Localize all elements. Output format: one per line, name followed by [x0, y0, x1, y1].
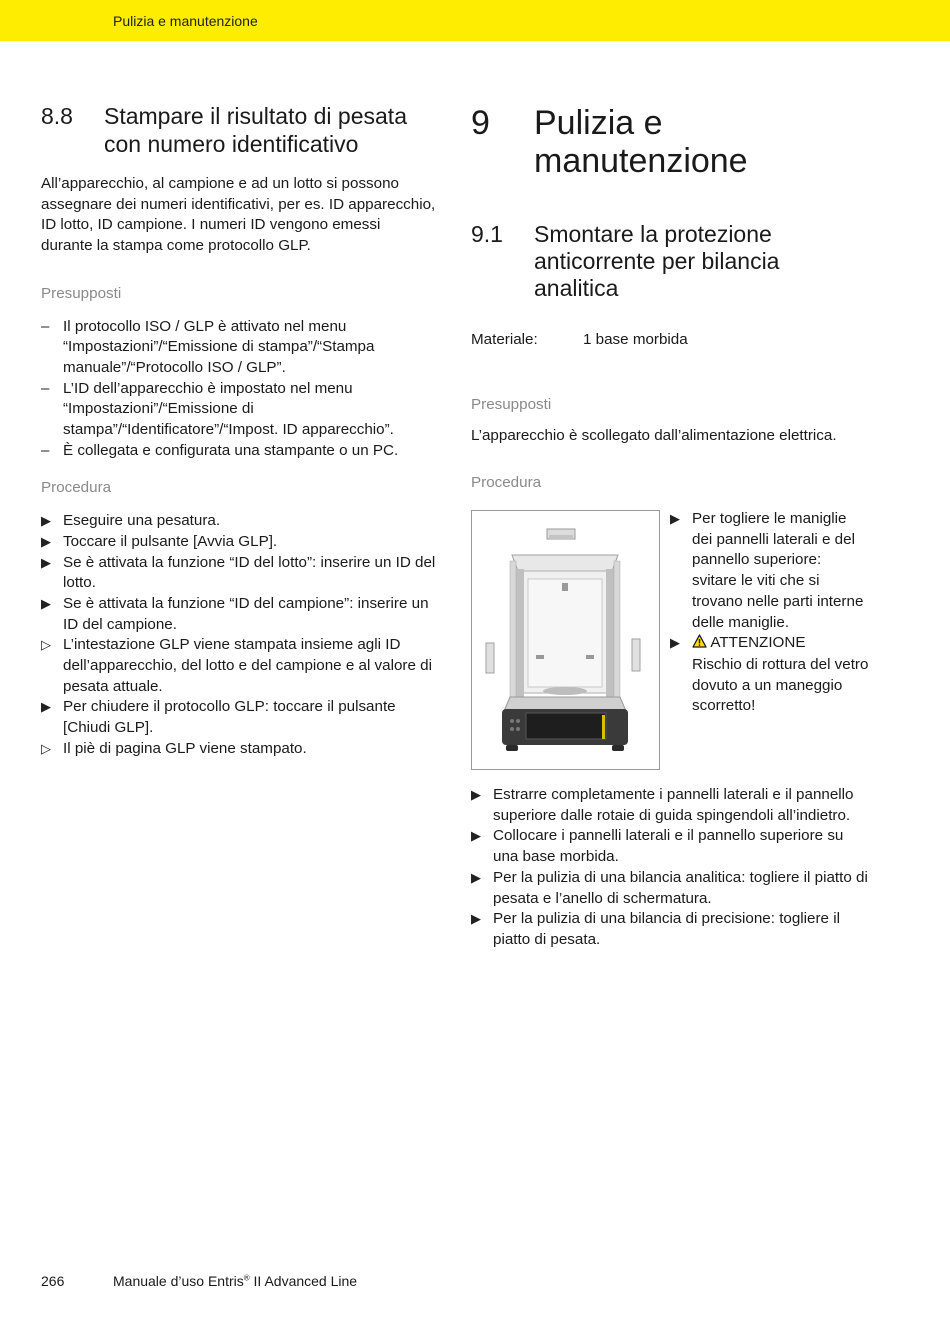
triangle-right-filled-icon: ▶	[41, 513, 51, 529]
chapter-number: 9	[471, 104, 490, 142]
warning-item	[670, 633, 870, 717]
section-number: 9.1	[471, 221, 503, 247]
step-item: ▶ Per la pulizia di una bilancia analitica: togliere il piatto di pesata e l’anello di schermatura.	[471, 868, 868, 907]
procedure-heading: Procedura	[471, 474, 542, 492]
triangle-right-filled-icon: ▶	[670, 511, 680, 526]
section-number: 8.8	[41, 103, 73, 129]
result-item: ▷ L’intestazione GLP viene stampata insieme agli ID dell’apparecchio, del lotto e del campione e al valore di pesata attuale.	[41, 636, 432, 695]
running-header: Pulizia e manutenzione	[113, 13, 258, 29]
triangle-right-filled-icon: ▶	[471, 828, 481, 844]
list-item: – Il protocollo ISO / GLP è attivato nel menu “Impostazioni”/“Emissione di stampa”/“Stampa manuale”/“Protocollo ISO / GLP”.	[41, 317, 375, 376]
step-item: ▶ Per togliere le maniglie dei pannelli laterali e del pannello superiore: svitare le viti che si trovano nelle parti interne delle maniglie.	[670, 510, 864, 631]
triangle-right-filled-icon: ▶	[41, 699, 51, 715]
step-item: ▶ Se è attivata la funzione “ID del campione”: inserire un ID del campione.	[41, 594, 429, 633]
triangle-right-filled-icon: ▶	[41, 533, 51, 549]
intro-paragraph: All’apparecchio, al campione e ad un lotto si possono assegnare dei numeri identificativi, per es. ID apparecchio, ID lotto, ID campione. I numeri ID vengono emessi durante la stampa come protocollo GLP.	[41, 175, 436, 255]
triangle-right-filled-icon: ▶	[41, 554, 51, 570]
figure-steps	[670, 509, 870, 717]
page-number: 266	[41, 1273, 65, 1289]
section-heading-9-1	[471, 221, 871, 302]
prereq-heading: Presupposti	[471, 396, 552, 413]
triangle-right-filled-icon: ▶	[41, 595, 51, 611]
triangle-right-filled-icon: ▶	[670, 635, 680, 651]
step-item: ▶ Collocare i pannelli laterali e il pannello superiore su una base morbida.	[471, 827, 844, 866]
manual-title: Manuale d’uso Entris® II Advanced Line	[113, 1273, 358, 1289]
step-item: ▶ Estrarre completamente i pannelli laterali e il pannello superiore dalle rotaie di guida spingendoli all’indietro.	[471, 786, 854, 824]
section-heading-8-8	[41, 102, 436, 158]
warning-text: Rischio di rottura del vetro dovuto a un maneggio scorretto!	[692, 655, 869, 715]
left-column	[41, 100, 436, 760]
warning-title: ATTENZIONE	[710, 634, 806, 652]
procedure-steps	[471, 785, 871, 951]
triangle-right-filled-icon: ▶	[471, 869, 481, 885]
triangle-right-filled-icon: ▶	[471, 911, 481, 927]
right-column	[471, 100, 871, 948]
triangle-right-outline-icon: ▷	[41, 740, 51, 756]
section-title: Stampare il risultato di pesata con numero identificativo	[104, 103, 407, 157]
balance-figure	[471, 510, 660, 770]
list-item: – L’ID dell’apparecchio è impostato nel menu “Impostazioni”/“Emissione di stampa”/“Identificatore”/“Impost. ID apparecchio”.	[41, 379, 394, 439]
step-item: ▶ Eseguire una pesatura.	[41, 511, 436, 532]
section-title: Smontare la protezione anticorrente per bilancia analitica	[534, 221, 780, 301]
dash-bullet-icon: –	[41, 441, 50, 459]
header-bar	[0, 0, 950, 41]
analytical-balance-illustration	[472, 511, 659, 769]
procedure-heading: Procedura	[41, 479, 112, 497]
triangle-right-outline-icon: ▷	[41, 637, 51, 653]
procedure-steps	[41, 511, 436, 759]
step-item: ▶ Per la pulizia di una bilancia di precisione: togliere il piatto di pesata.	[471, 910, 840, 948]
triangle-right-filled-icon: ▶	[471, 787, 481, 802]
figure-step-list	[670, 509, 870, 717]
list-item: – È collegata e configurata una stampante o un PC.	[41, 441, 436, 462]
warning-triangle-icon	[692, 634, 707, 655]
material-label: Materiale:	[471, 331, 538, 348]
step-item: ▶ Toccare il pulsante [Avvia GLP].	[41, 532, 436, 553]
prereq-text: L’apparecchio è scollegato dall’alimentazione elettrica.	[471, 426, 837, 444]
chapter-title: Pulizia e manutenzione	[534, 104, 748, 180]
prereq-heading: Presupposti	[41, 284, 122, 302]
dash-bullet-icon: –	[41, 317, 50, 335]
material-value: 1 base morbida	[583, 331, 688, 348]
dash-bullet-icon: –	[41, 379, 50, 397]
prereq-list	[41, 317, 436, 462]
chapter-heading-9	[471, 104, 871, 180]
result-item: ▷ Il piè di pagina GLP viene stampato.	[41, 739, 436, 760]
material-row	[471, 330, 871, 350]
step-item: ▶ Per chiudere il protocollo GLP: toccare il pulsante [Chiudi GLP].	[41, 698, 396, 737]
step-item: ▶ Se è attivata la funzione “ID del lotto”: inserire un ID del lotto.	[41, 553, 436, 592]
